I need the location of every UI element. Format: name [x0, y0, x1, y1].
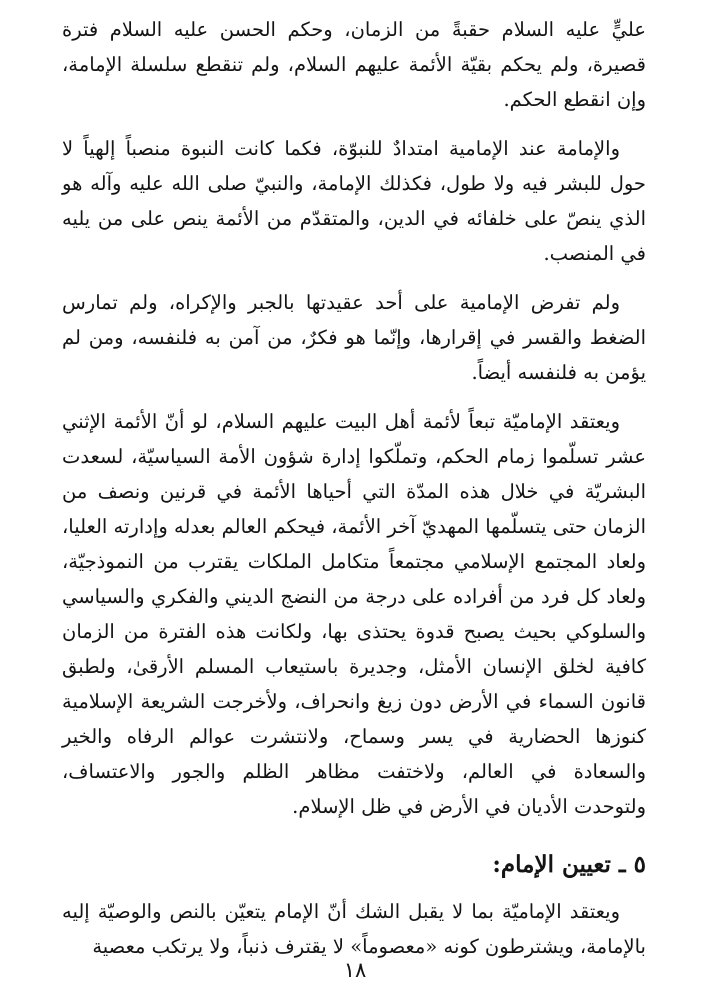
paragraph-continuation: عليٍّ عليه السلام حقبةً من الزمان، وحكم الحسن عليه السلام فترة قصيرة، ولم يحكم بقيّة الأئمة عليهم السلام، ولم تنقطع سلسلة الإمامة، وإن انقطع الحكم. — [62, 18, 646, 111]
paragraph-imam-designation: ويعتقد الإماميّة بما لا يقبل الشك أنّ الإمام يتعيّن بالنص والوصيّة إليه بالإمامة، ويشترطون كونه «معصوماً» لا يقترف ذنباً، ولا يرتكب معصية — [62, 900, 646, 958]
section-heading: ٥ ـ تعيين الإمام: — [492, 851, 646, 878]
paragraph-imamate-extension: والإمامة عند الإمامية امتدادٌ للنبوّة، فكما كانت النبوة منصباً إلهياً لا حول للبشر فيه ولا طول، فكذلك الإمامة، والنبيّ صلى الله عليه وآله هو الذي ينصّ على خلفائه في الدين، والمتقدّم من الأئمة ينص على من يليه في المنصب. — [62, 137, 646, 265]
page-body — [62, 12, 646, 964]
paragraph-twelve-imams-rule: ويعتقد الإماميّة تبعاً لأئمة أهل البيت عليهم السلام، لو أنّ الأئمة الإثني عشر تسلّموا زمام الحكم، وتملّكوا إدارة شؤون الأمة السياسيّة، لسعدت البشريّة في خلال هذه المدّة التي أحياها الأئمة في قرنين ونصف من الزمان حتى يتسلّمها المهديّ آخر الأئمة، فيحكم العالم بعدله وإدارته العليا، ولعاد المجتمع الإسلامي مجتمعاً متكامل الملكات يقترب من النموذجيّة، ولعاد كل فرد من أفراده على درجة من النضج الديني والفكري والسياسي والسلوكي بحيث يصبح قدوة يحتذى بها، ولكانت هذه الفترة من الزمان كافية لخلق الإنسان الأمثل، وجديرة باستيعاب المسلم الأرقىٰ، ولطبق قانون السماء في الأرض دون زيغ وانحراف، ولأخرجت الشريعة الإسلامية كنوزها الحضارية في يسر وسماح، ولانتشرت عوالم الرفاه والخير والسعادة في العالم، ولاختفت مظاهر الظلم والجور والاعتساف، ولتوحدت الأديان في الأرض في ظل الإسلام. — [62, 410, 646, 818]
page-number: ١٨ — [343, 958, 367, 982]
paragraph-no-coercion: ولم تفرض الإمامية على أحد عقيدتها بالجبر والإكراه، ولم تمارس الضغط والقسر في إقرارها، وإنّما هو فكرٌ، من آمن به فلنفسه، ومن لم يؤمن به فلنفسه أيضاً. — [62, 291, 646, 384]
